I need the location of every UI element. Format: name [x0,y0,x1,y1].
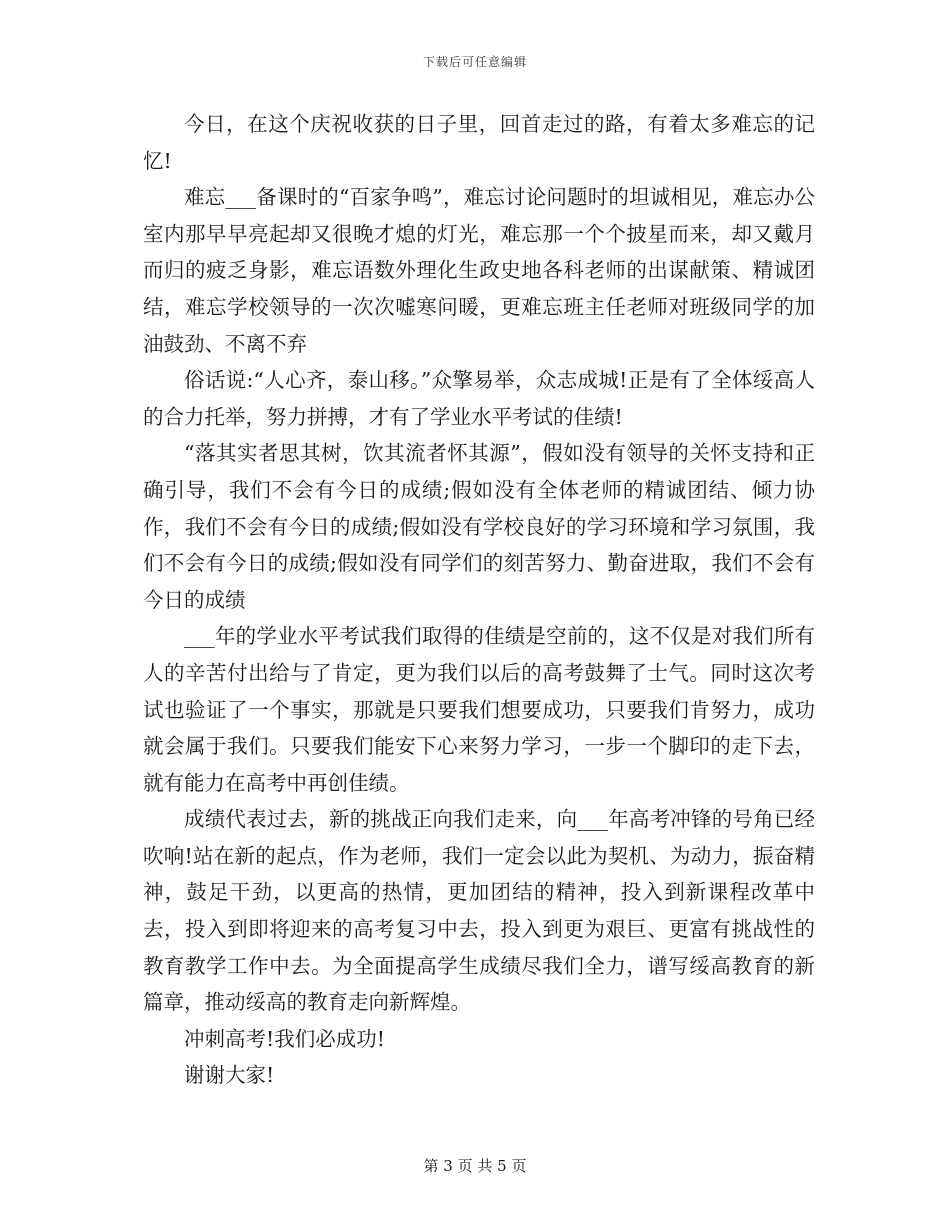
document-body [143,106,815,1094]
paragraph-8: 谢谢大家! [184,1063,275,1088]
paragraph-1: 今日，在这个庆祝收获的日子里，回首走过的路，有着太多难忘的记忆! [143,112,815,173]
paragraph-5: ___年的学业水平考试我们取得的佳绩是空前的，这不仅是对我们所有人的辛苦付出给与了肯定，更为我们以后的高考鼓舞了士气。同时这次考试也验证了一个事实，那就是只要我们想要成功，只要我们肯努力，成功就会属于我们。只要我们能安下心来努力学习，一步一个脚印的走下去，就有能力在高考中再创佳绩。 [143,624,815,795]
paragraph-7: 冲刺高考!我们必成功! [184,1026,385,1051]
paragraph-6: 成绩代表过去，新的挑战正向我们走来，向___年高考冲锋的号角已经吹响!站在新的起点，作为老师，我们一定会以此为契机、为动力，振奋精神，鼓足干劲，以更高的热情，更加团结的精神，投入到新课程改革中去，投入到即将迎来的高考复习中去，投入到更为艰巨、更富有挑战性的教育教学工作中去。为全面提高学生成绩尽我们全力，谱写绥高教育的新篇章，推动绥高的教育走向新辉煌。 [143,807,815,1015]
paragraph-2: 难忘___备课时的“百家争鸣”，难忘讨论问题时的坦诚相见，难忘办公室内那早早亮起却又很晚才熄的灯光，难忘那一个个披星而来，却又戴月而归的疲乏身影，难忘语数外理化生政史地各科老师的出谋献策、精诚团结，难忘学校领导的一次次嘘寒问暖，更难忘班主任老师对班级同学的加油鼓劲、不离不弃 [143,185,815,356]
paragraph-4: “落其实者思其树，饮其流者怀其源”，假如没有领导的关怀支持和正确引导，我们不会有今日的成绩;假如没有全体老师的精诚团结、倾力协作，我们不会有今日的成绩;假如没有学校良好的学习环境和学习氛围，我们不会有今日的成绩;假如没有同学们的刻苦努力、勤奋进取，我们不会有今日的成绩 [143,441,815,612]
page-header: 下载后可任意编辑 [422,55,527,69]
paragraph-3: 俗话说:“人心齐，泰山移。”众擎易举，众志成城!正是有了全体绥高人的合力托举，努力拼搏，才有了学业水平考试的佳绩! [143,368,815,429]
page-footer: 第 3 页 共 5 页 [423,1157,527,1175]
